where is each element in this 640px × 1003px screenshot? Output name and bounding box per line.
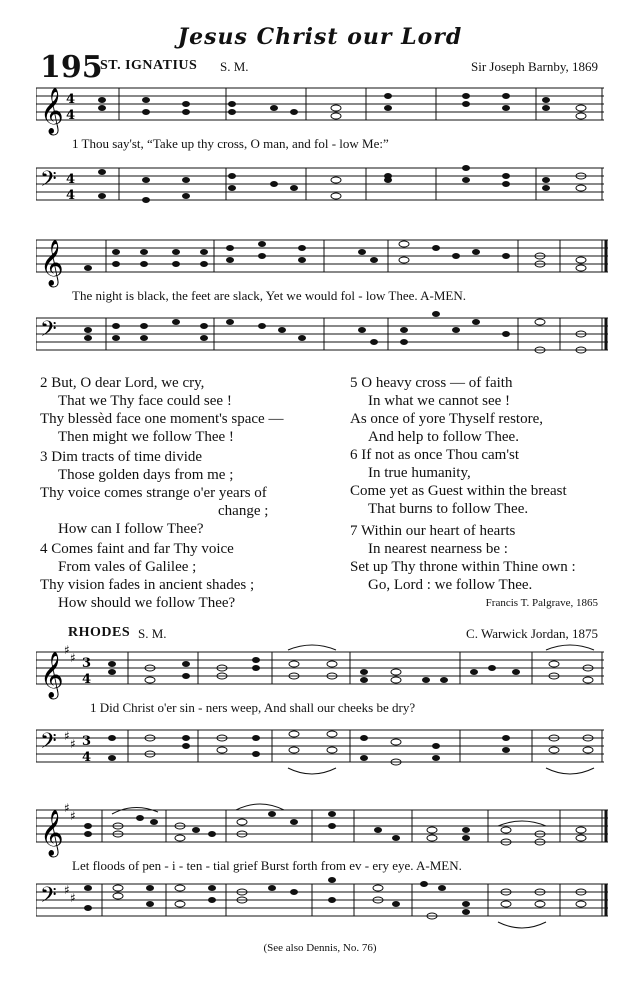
svg-text:𝄞: 𝄞: [40, 652, 64, 698]
svg-text:♯: ♯: [64, 729, 70, 743]
text-credit: Francis T. Palgrave, 1865: [485, 597, 598, 609]
svg-text:𝄢: 𝄢: [40, 883, 57, 913]
svg-text:3: 3: [82, 734, 92, 749]
verse-line: Thy blessèd face one moment's space —: [40, 411, 284, 427]
verse-4: [40, 540, 254, 612]
svg-text:𝄞: 𝄞: [40, 810, 64, 856]
verse-2: [40, 374, 283, 446]
svg-text:𝄢: 𝄢: [40, 317, 57, 347]
tune2-meter: S. M.: [138, 626, 167, 641]
svg-text:♯: ♯: [64, 802, 70, 815]
tune2-name: RHODES: [68, 625, 131, 640]
verse-number: 4: [40, 541, 48, 557]
svg-text:4: 4: [82, 672, 92, 687]
svg-text:♯: ♯: [70, 891, 76, 905]
hymn-number: 195: [40, 50, 103, 85]
svg-text:3: 3: [82, 656, 92, 671]
tune2-lyrics-line1: 1 Did Christ o'er sin - ners weep, And shall our cheeks be dry?: [90, 700, 416, 715]
verse-line: That burns to follow Thee.: [368, 501, 529, 517]
svg-text:𝄞: 𝄞: [40, 88, 64, 134]
verse-number: 3: [40, 449, 48, 465]
svg-text:𝄢: 𝄢: [40, 729, 57, 759]
verse-line: How can I follow Thee?: [58, 521, 204, 537]
svg-text:𝄞: 𝄞: [40, 240, 64, 286]
svg-text:4: 4: [66, 108, 76, 123]
tune1-composer: Sir Joseph Barnby, 1869: [471, 59, 598, 74]
verse-line: change ;: [218, 503, 269, 519]
tune1-system2-treble: [36, 232, 608, 288]
tune1-meter: S. M.: [220, 59, 249, 74]
verse-5: [350, 374, 543, 446]
svg-text:4: 4: [66, 172, 76, 187]
verse-number: 6: [350, 447, 358, 463]
verse-line: Then might we follow Thee !: [58, 429, 234, 445]
verse-line: In nearest nearness be :: [368, 541, 508, 557]
verse-line: Those golden days from me ;: [58, 467, 234, 483]
svg-text:♯: ♯: [64, 883, 70, 897]
verse-line: Set up Thy throne within Thine own :: [350, 559, 576, 575]
tune2-composer: C. Warwick Jordan, 1875: [466, 626, 598, 641]
svg-text:♯: ♯: [70, 809, 76, 823]
verse-3: [40, 448, 268, 538]
tune2-system1-bass: [36, 722, 604, 784]
verse-6: [350, 446, 567, 518]
verse-line: And help to follow Thee.: [368, 429, 519, 445]
verse-line: Comes faint and far Thy voice: [51, 541, 234, 557]
tune1-system2-bass: [36, 310, 608, 360]
verse-line: That we Thy face could see !: [58, 393, 232, 409]
verse-line: How should we follow Thee?: [58, 595, 236, 611]
verse-line: Within our heart of hearts: [360, 523, 516, 539]
verse-line: Come yet as Guest within the breast: [350, 483, 567, 499]
svg-text:4: 4: [66, 188, 76, 203]
tune2-lyrics-line2: Let floods of pen - i - ten - tial grief Burst forth from ev - ery eye. A-MEN.: [72, 858, 462, 873]
verse-line: Go, Lord : we follow Thee.: [368, 577, 533, 593]
tune2-system2-bass: [36, 876, 608, 936]
verse-line: As once of yore Thyself restore,: [350, 411, 543, 427]
svg-text:𝄢: 𝄢: [40, 167, 57, 197]
page-title: Jesus Christ our Lord: [177, 24, 463, 50]
verse-line: In true humanity,: [368, 465, 471, 481]
verse-7: [350, 522, 576, 594]
verse-line: Dim tracts of time divide: [51, 449, 203, 465]
svg-text:♯: ♯: [70, 737, 76, 751]
tune1-lyrics-line2: The night is black, the feet are slack, Yet we would fol - low Thee. A-MEN.: [72, 288, 466, 303]
tune2-system2-treble: [36, 802, 608, 858]
tune1-name: ST. IGNATIUS: [100, 58, 198, 73]
footer-note: (See also Dennis, No. 76): [263, 942, 377, 954]
svg-text:♯: ♯: [64, 644, 70, 657]
svg-text:♯: ♯: [70, 651, 76, 665]
verse-line: Thy vision fades in ancient shades ;: [40, 577, 255, 593]
verse-number: 7: [350, 523, 358, 539]
tune1-system1-bass: [36, 160, 604, 210]
verse-line: From vales of Galilee ;: [58, 559, 197, 575]
verse-number: 5: [350, 375, 358, 391]
svg-text:4: 4: [66, 92, 76, 107]
svg-text:4: 4: [82, 750, 92, 765]
verse-line: If not as once Thou cam'st: [361, 447, 520, 463]
tune1-system1-treble: [36, 80, 604, 136]
tune2-system1-treble: [36, 644, 604, 700]
verse-line: In what we cannot see !: [368, 393, 511, 409]
verse-line: Thy voice comes strange o'er years of: [40, 485, 267, 501]
verse-line: O heavy cross — of faith: [361, 375, 513, 391]
verse-line: But, O dear Lord, we cry,: [51, 375, 205, 391]
tune1-lyrics-line1: 1 Thou say'st, “Take up thy cross, O man, and fol - low Me:”: [72, 136, 389, 151]
verse-number: 2: [40, 375, 48, 391]
